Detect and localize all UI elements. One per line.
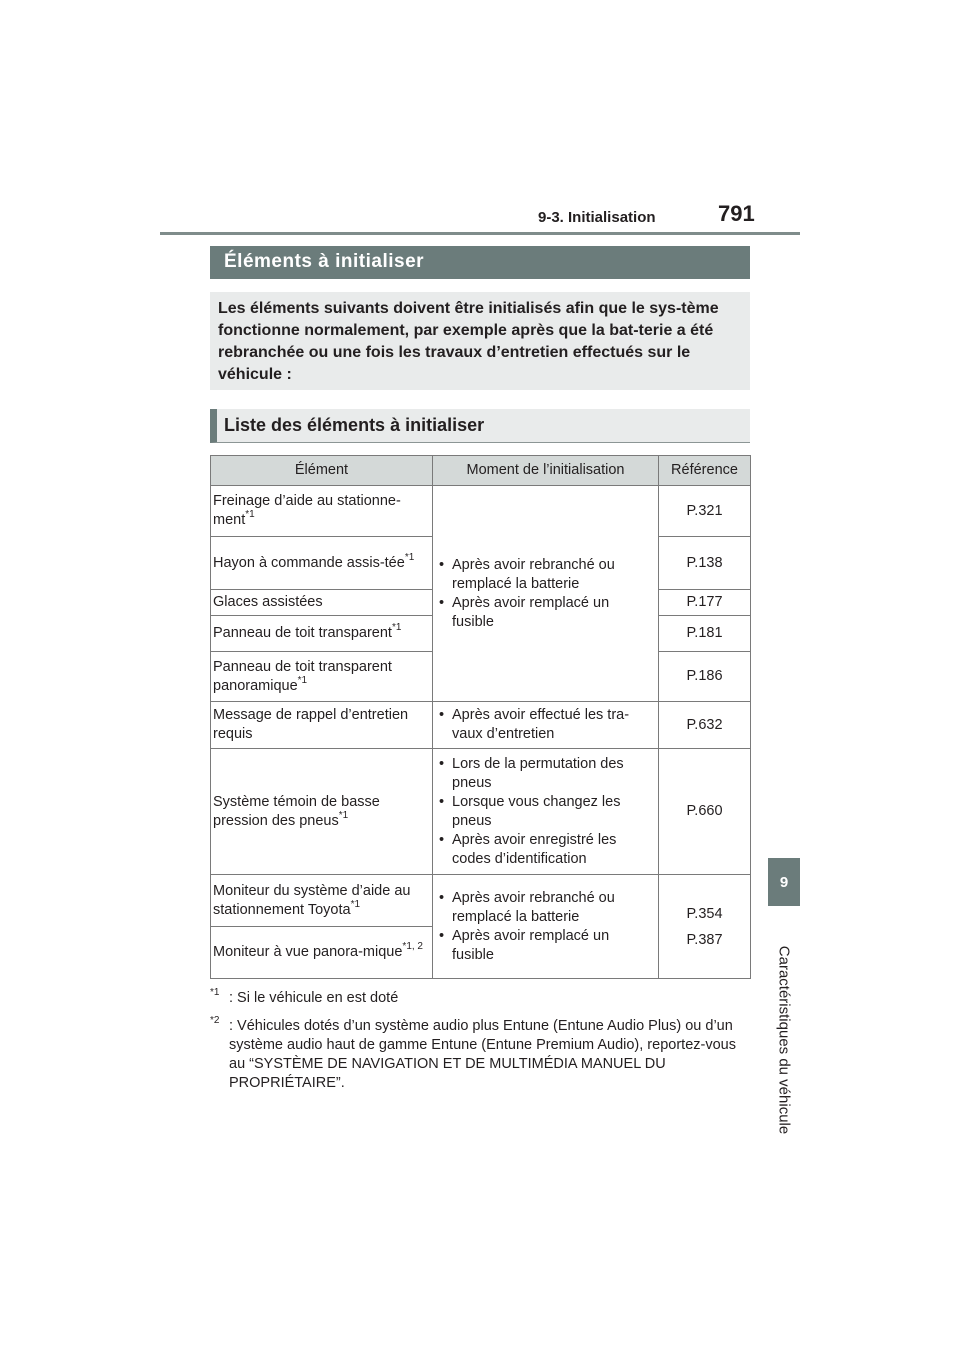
list-item: • Après avoir remplacé un fusible [437,927,652,965]
header-reference: Référence [659,456,751,486]
list-item: • Après avoir rebranché ou remplacé la batterie [437,556,652,594]
item-cell: Message de rappel d’entretien requis [211,702,433,749]
item-cell: Panneau de toit transparent panoramique$^{*1}$ [211,652,433,702]
section-heading: 9-3. Initialisation [538,209,656,226]
reference-cell: P.632 [659,702,751,749]
chapter-tab: 9 [768,858,800,906]
list-item: • Lorsque vous changez les pneus [437,793,652,831]
item-cell: Moniteur du système d’aide au stationnement Toyota$^{*1}$ [211,875,433,927]
reference-value: P.354 [686,905,723,922]
item-cell: Système témoin de basse pression des pneus$^{*1}$ [211,749,433,875]
footnote-mark: *1 [210,987,220,998]
reference-cell: P.138 [659,537,751,590]
item-cell: Hayon à commande assis-tée$^{*1}$ [211,537,433,590]
header-moment: Moment de l’initialisation [433,456,659,486]
item-cell: Panneau de toit transparent$^{*1}$ [211,616,433,652]
table-row [211,486,751,537]
table-row [211,702,751,749]
footnote-text: : Véhicules dotés d’un système audio plus Entune (Entune Audio Plus) ou d’un système audio haut de gamme Entune (Entune Premium Audio), reportez-vous au “SYSTÈME DE NAVIGATION ET DE MULTIMÉDIA MANUEL DU PROPRIÉTAIRE”. [229,1018,736,1091]
page-number: 791 [718,201,755,226]
table-row [211,749,751,875]
initialization-table [210,455,751,979]
header-divider [160,232,800,235]
list-item: • Après avoir rebranché ou remplacé la batterie [437,889,652,927]
section-title: Éléments à initialiser [210,246,750,279]
table-row [211,875,751,927]
list-item: • Après avoir remplacé un fusible [437,594,652,632]
moment-cell [433,486,659,702]
table-header-row [211,456,751,486]
list-item: • Après avoir effectué les tra-vaux d’entretien [437,706,652,744]
moment-cell [433,749,659,875]
footnote-mark: *2 [210,1015,220,1026]
reference-cell: P.181 [659,616,751,652]
reference-cell: P.177 [659,590,751,616]
footnote [210,989,750,1008]
item-cell: Freinage d’aide au stationne-ment$^{*1}$ [211,486,433,537]
moment-cell [433,875,659,979]
item-cell: Glaces assistées [211,590,433,616]
list-item: • Lors de la permutation des pneus [437,755,652,793]
reference-cell: P.660 [659,749,751,875]
reference-value: P.387 [686,931,723,948]
list-item: • Après avoir enregistré les codes d’identification [437,831,652,869]
reference-cell [659,875,751,979]
item-cell: Moniteur à vue panora-mique$^{*1, 2}$ [211,927,433,979]
footnote [210,1017,750,1093]
reference-cell: P.321 [659,486,751,537]
moment-cell [433,702,659,749]
reference-cell: P.186 [659,652,751,702]
intro-text: Les éléments suivants doivent être initialisés afin que le sys-tème fonctionne normalement, par exemple après que la bat-terie a été rebranchée ou une fois les travaux d’entretien effectués sur le véhicule : [210,292,750,390]
footnote-text: : Si le véhicule en est doté [229,990,399,1006]
chapter-label: Caractéristiques du véhicule [775,945,793,1135]
header-element: Élément [211,456,433,486]
subsection-title: Liste des éléments à initialiser [210,409,750,443]
